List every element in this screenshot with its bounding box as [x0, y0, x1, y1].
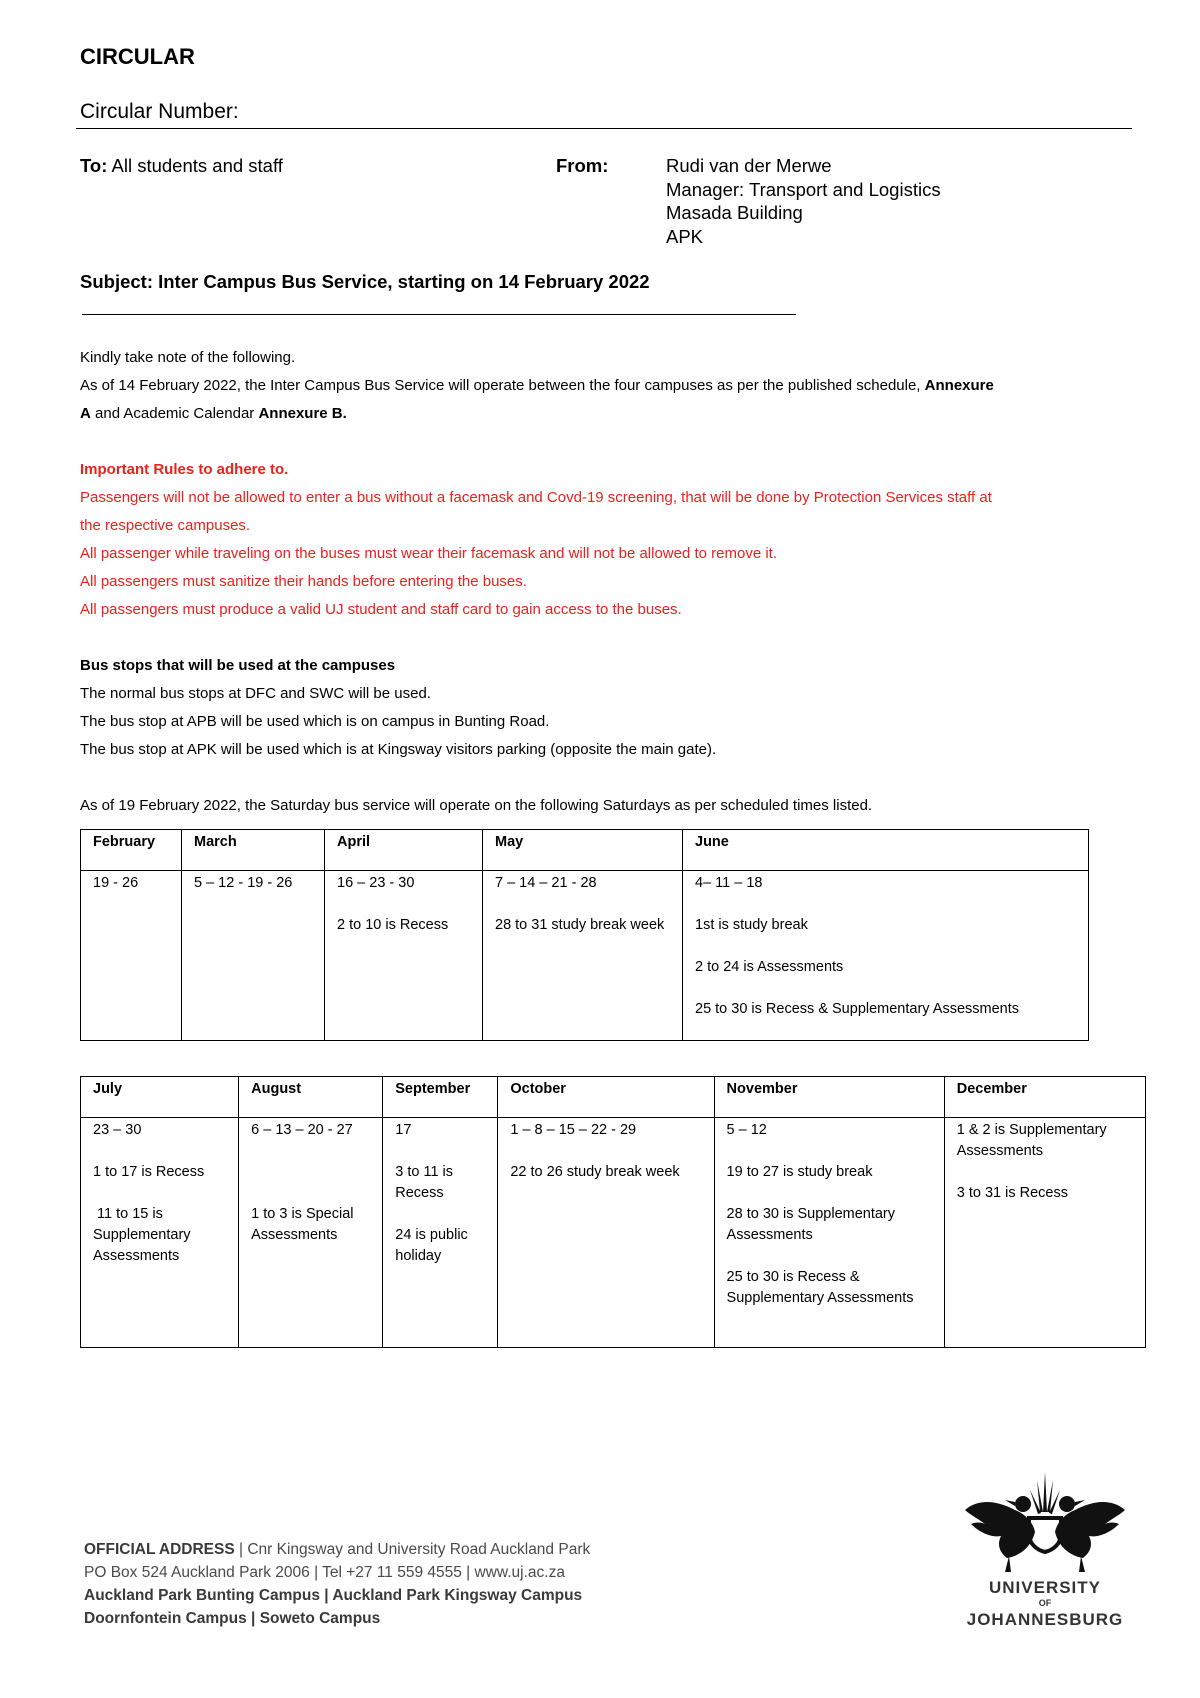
saturday-schedule-table-1	[80, 829, 1089, 1041]
to-label: To:	[80, 155, 108, 176]
header-may: May	[483, 830, 683, 871]
logo-text-university: UNIVERSITY	[988, 1578, 1102, 1597]
header-february: February	[81, 830, 182, 871]
rule-item: All passengers must produce a valid UJ student and staff card to gain access to the buses.	[80, 601, 682, 618]
official-address-footer	[84, 1538, 590, 1630]
header-march: March	[182, 830, 325, 871]
logo-text-of: OF	[1038, 1598, 1052, 1608]
paragraph-1-line-2: A and Academic Calendar Annexure B.	[80, 405, 347, 422]
page-title: CIRCULAR	[80, 44, 195, 69]
rule-item: All passengers must sanitize their hands before entering the buses.	[80, 573, 527, 590]
from-position: Manager: Transport and Logistics	[666, 178, 941, 200]
cell-july: 23 – 30 1 to 17 is Recess 11 to 15 is Supplementary Assessments	[81, 1118, 239, 1348]
header-december: December	[944, 1077, 1145, 1118]
header-june: June	[683, 830, 1089, 871]
cell-march: 5 – 12 - 19 - 26	[182, 871, 325, 1041]
cell-august: 6 – 13 – 20 - 27 1 to 3 is Special Assessments	[239, 1118, 383, 1348]
header-august: August	[239, 1077, 383, 1118]
saturday-schedule-table-2	[80, 1076, 1146, 1348]
cell-december: 1 & 2 is Supplementary Assessments 3 to 31 is Recess	[944, 1118, 1145, 1348]
saturday-intro: As of 19 February 2022, the Saturday bus service will operate on the following Saturdays as per scheduled times listed.	[80, 797, 873, 814]
circular-number-label: Circular Number:	[80, 100, 239, 123]
rules-heading: Important Rules to adhere to.	[80, 461, 289, 478]
bus-stop-item: The normal bus stops at DFC and SWC will be used.	[80, 685, 431, 702]
cell-may: 7 – 14 – 21 - 28 28 to 31 study break week	[483, 871, 683, 1041]
bus-stop-item: The bus stop at APB will be used which is on campus in Bunting Road.	[80, 713, 550, 730]
from-campus: APK	[666, 225, 704, 247]
rules-block	[80, 456, 992, 624]
table-row	[81, 871, 1089, 1041]
footer-line-3: Auckland Park Bunting Campus | Auckland Park Kingsway Campus	[84, 1587, 583, 1604]
to-value: All students and staff	[111, 155, 283, 176]
header-october: October	[498, 1077, 714, 1118]
from-label: From:	[556, 155, 609, 176]
rule-item: the respective campuses.	[80, 517, 251, 534]
intro-text: Kindly take note of the following.	[80, 349, 296, 366]
to-block	[80, 154, 283, 178]
cell-september: 17 3 to 11 is Recess 24 is public holiday	[383, 1118, 498, 1348]
bus-stops-heading: Bus stops that will be used at the campuses	[80, 657, 396, 674]
footer-line-1: OFFICIAL ADDRESS | Cnr Kingsway and University Road Auckland Park	[84, 1541, 591, 1558]
logo-text-johannesburg: JOHANNESBURG	[966, 1610, 1124, 1629]
from-name: Rudi van der Merwe	[666, 155, 832, 176]
cell-november: 5 – 12 19 to 27 is study break 28 to 30 is Supplementary Assessments 25 to 30 is Recess & Supplementary Assessments	[714, 1118, 944, 1348]
from-block	[666, 154, 941, 248]
cell-june: 4– 11 – 18 1st is study break 2 to 24 is Assessments 25 to 30 is Recess & Supplementary Assessments	[683, 871, 1089, 1041]
header-divider	[76, 128, 1132, 129]
table-header-row	[81, 830, 1089, 871]
header-september: September	[383, 1077, 498, 1118]
subject-line: Subject: Inter Campus Bus Service, starting on 14 February 2022	[80, 271, 650, 292]
bus-stop-item: The bus stop at APK will be used which is at Kingsway visitors parking (opposite the main gate).	[80, 741, 717, 758]
rule-item: Passengers will not be allowed to enter a bus without a facemask and Covd-19 screening, that will be done by Protection Services staff at	[80, 489, 992, 506]
header-july: July	[81, 1077, 239, 1118]
rule-item: All passenger while traveling on the buses must wear their facemask and will not be allowed to remove it.	[80, 545, 778, 562]
cell-february: 19 - 26	[81, 871, 182, 1041]
table-header-row	[81, 1077, 1146, 1118]
footer-line-2: PO Box 524 Auckland Park 2006 | Tel +27 11 559 4555 | www.uj.ac.za	[84, 1564, 565, 1581]
footer-line-4: Doornfontein Campus | Soweto Campus	[84, 1610, 381, 1627]
subject-divider	[82, 314, 796, 315]
paragraph-1-line-1: As of 14 February 2022, the Inter Campus Bus Service will operate between the four campuses as per the published schedule, Annexure	[80, 377, 994, 394]
table-row	[81, 1118, 1146, 1348]
header-april: April	[325, 830, 483, 871]
cell-october: 1 – 8 – 15 – 22 - 29 22 to 26 study break week	[498, 1118, 714, 1348]
body-intro-block	[80, 344, 994, 428]
cell-april: 16 – 23 - 30 2 to 10 is Recess	[325, 871, 483, 1041]
from-building: Masada Building	[666, 202, 803, 223]
bus-stops-block	[80, 652, 716, 764]
header-november: November	[714, 1077, 944, 1118]
